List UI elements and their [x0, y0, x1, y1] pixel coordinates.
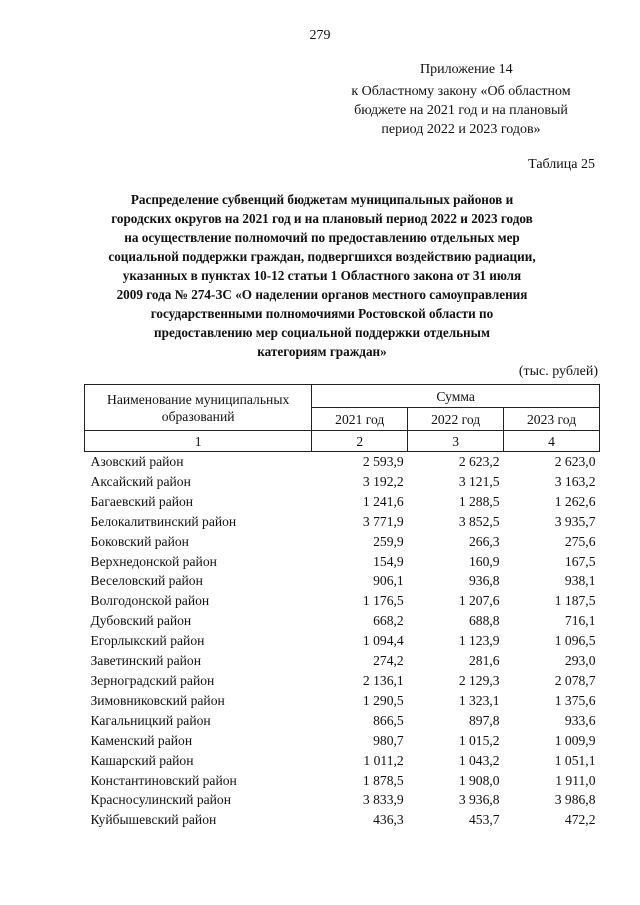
amount-2023: 275,6 [564, 533, 596, 549]
amount-2023: 1 187,5 [554, 593, 596, 609]
title-line: Распределение субвенций бюджетам муниципальных районов и [130, 192, 514, 207]
amount-2023: 1 262,6 [554, 493, 596, 509]
table-label: Таблица 25 [528, 157, 595, 172]
page-number: 279 [309, 28, 331, 43]
table-row [85, 512, 600, 532]
amount-2023: 3 935,7 [554, 513, 596, 529]
municipality-name: Зерноградский район [90, 672, 215, 688]
municipality-name: Верхнедонской район [90, 553, 217, 569]
municipality-name: Каменский район [90, 732, 193, 748]
amount-2022: 3 121,5 [458, 473, 500, 489]
amount-2021: 436,3 [373, 812, 404, 828]
municipality-name: Зимовниковский район [90, 692, 225, 708]
amount-2022: 3 936,8 [458, 792, 500, 808]
column-number: 2 [312, 431, 408, 452]
header-sum: Сумма [312, 385, 600, 408]
amount-2023: 1 375,6 [554, 692, 596, 708]
municipality-name: Боковский район [90, 533, 189, 549]
amount-2021: 3 192,2 [362, 473, 404, 489]
table-header [85, 385, 600, 452]
amount-2021: 1 094,4 [362, 633, 404, 649]
amount-2022: 1 015,2 [458, 732, 500, 748]
amount-2023: 167,5 [564, 553, 596, 569]
table-row [85, 671, 600, 691]
table-row [85, 651, 600, 671]
amount-2021: 1 176,5 [362, 593, 404, 609]
amount-2023: 716,1 [564, 613, 596, 629]
amount-2021: 259,9 [373, 533, 404, 549]
amount-2022: 266,3 [469, 533, 500, 549]
table-row [85, 810, 600, 830]
amount-2022: 453,7 [469, 812, 500, 828]
amount-2022: 3 852,5 [458, 513, 500, 529]
header-year-2021: 2021 год [312, 408, 408, 431]
appendix-note-line: период 2022 и 2023 годов» [381, 122, 541, 137]
municipality-name: Кагальницкий район [90, 712, 211, 728]
header-municipality: Наименование муниципальных образований [85, 385, 312, 431]
table-row [85, 711, 600, 731]
amount-2021: 668,2 [373, 613, 404, 629]
municipality-name: Багаевский район [90, 493, 194, 509]
amount-2023: 1 096,5 [554, 633, 596, 649]
amount-2022: 1 043,2 [458, 752, 500, 768]
amount-2022: 1 323,1 [458, 692, 500, 708]
amount-2023: 1 009,9 [554, 732, 596, 748]
table-row [85, 631, 600, 651]
table-row [85, 731, 600, 751]
appendix-note-line: к Областному закону «Об областном [351, 84, 571, 99]
subsidy-table [84, 384, 600, 830]
title-line: на осуществление полномочий по предоставлению отдельных мер [124, 230, 520, 245]
municipality-name: Волгодонской район [90, 593, 210, 609]
amount-2021: 866,5 [373, 712, 404, 728]
amount-2022: 2 623,2 [458, 454, 500, 469]
amount-2023: 938,1 [564, 573, 596, 589]
amount-2023: 293,0 [564, 653, 596, 669]
appendix-note [330, 82, 592, 139]
header-year-2022: 2022 год [408, 408, 504, 431]
amount-2023: 472,2 [564, 812, 596, 828]
municipality-name: Заветинский район [90, 653, 201, 669]
municipality-name: Веселовский район [90, 573, 203, 589]
amount-2022: 2 129,3 [458, 672, 500, 688]
amount-2023: 1 051,1 [554, 752, 596, 768]
amount-2021: 980,7 [373, 732, 404, 748]
municipality-name: Дубовский район [90, 613, 192, 629]
title-line: предоставлению мер социальной поддержки отдельным [154, 325, 490, 340]
table-row [85, 751, 600, 771]
table-row [85, 611, 600, 631]
amount-2021: 2 593,9 [362, 454, 404, 469]
table-body [85, 452, 600, 831]
municipality-name: Белокалитвинский район [90, 513, 237, 529]
amount-2021: 3 771,9 [362, 513, 404, 529]
amount-2022: 1 123,9 [458, 633, 500, 649]
amount-2022: 281,6 [469, 653, 500, 669]
amount-2023: 3 986,8 [554, 792, 596, 808]
table-row [85, 790, 600, 810]
municipality-name: Егорлыкский район [90, 633, 205, 649]
column-number: 3 [408, 431, 504, 452]
amount-2021: 906,1 [373, 573, 404, 589]
municipality-name: Красносулинский район [90, 792, 231, 808]
table-row [85, 591, 600, 611]
table-row [85, 492, 600, 512]
table-row [85, 452, 600, 472]
appendix-title: Приложение 14 [420, 62, 513, 77]
units-label: (тыс. рублей) [518, 364, 598, 379]
amount-2021: 1 011,2 [363, 752, 404, 768]
amount-2021: 274,2 [373, 653, 404, 669]
title-line: категориям граждан» [257, 344, 387, 359]
amount-2021: 3 833,9 [362, 792, 404, 808]
amount-2023: 2 078,7 [554, 672, 596, 688]
document-title [90, 190, 554, 361]
title-line: государственными полномочиями Ростовской области по [150, 306, 494, 321]
title-line: указанных в пунктах 10-12 статьи 1 Областного закона от 31 июля [122, 268, 522, 283]
table-row [85, 571, 600, 591]
table-row [85, 552, 600, 572]
title-line: городских округов на 2021 год и на плановый период 2022 и 2023 годов [111, 211, 533, 226]
table-row [85, 472, 600, 492]
amount-2021: 1 878,5 [362, 772, 404, 788]
amount-2021: 154,9 [373, 553, 404, 569]
amount-2022: 936,8 [469, 573, 500, 589]
municipality-name: Куйбышевский район [90, 812, 217, 828]
amount-2022: 160,9 [469, 553, 500, 569]
amount-2021: 1 241,6 [362, 493, 404, 509]
municipality-name: Азовский район [90, 454, 184, 469]
column-number: 4 [504, 431, 600, 452]
municipality-name: Константиновский район [90, 772, 237, 788]
table-row [85, 532, 600, 552]
municipality-name: Аксайский район [90, 473, 191, 489]
amount-2021: 2 136,1 [362, 672, 404, 688]
column-number: 1 [85, 431, 312, 452]
amount-2021: 1 290,5 [362, 692, 404, 708]
amount-2022: 1 207,6 [458, 593, 500, 609]
header-year-2023: 2023 год [504, 408, 600, 431]
amount-2023: 3 163,2 [554, 473, 596, 489]
amount-2022: 1 288,5 [458, 493, 500, 509]
municipality-name: Кашарский район [90, 752, 194, 768]
title-line: социальной поддержки граждан, подвергшихся воздействию радиации, [108, 249, 536, 264]
amount-2023: 933,6 [564, 712, 596, 728]
amount-2023: 1 911,0 [555, 772, 596, 788]
table-row [85, 691, 600, 711]
amount-2022: 897,8 [469, 712, 500, 728]
amount-2022: 1 908,0 [458, 772, 500, 788]
title-line: 2009 года № 274-ЗС «О наделении органов местного самоуправления [116, 287, 528, 302]
appendix-note-line: бюджете на 2021 год и на плановый [354, 103, 568, 118]
table-row [85, 771, 600, 791]
amount-2023: 2 623,0 [554, 454, 596, 469]
amount-2022: 688,8 [469, 613, 500, 629]
